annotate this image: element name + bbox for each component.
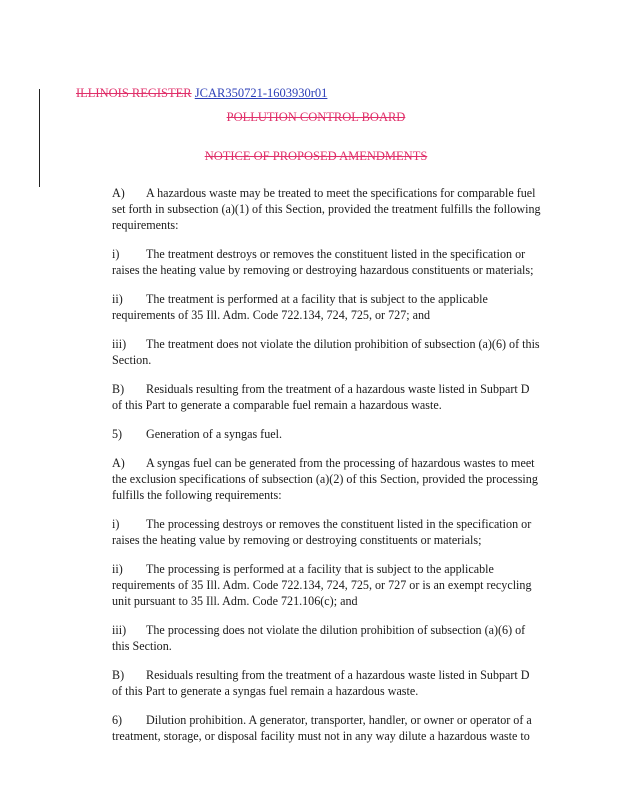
notice-heading [0,149,624,164]
paragraph [112,185,542,233]
paragraph [112,622,542,654]
paragraph-text: The treatment does not violate the dilution prohibition of subsection (a)(6) of this Section. [112,337,540,367]
paragraph-number: iii) [112,337,127,351]
paragraph [112,667,542,699]
paragraph-number: 5) [112,427,123,441]
paragraph [112,381,542,413]
paragraph-number: ii) [112,562,123,576]
paragraph-text: A hazardous waste may be treated to meet the specifications for comparable fuel set forth in subsection (a)(1) of this Section, provided the treatment fulfills the following requirements: [112,186,541,232]
paragraph-number: A) [112,456,125,470]
paragraph-number: A) [112,186,125,200]
paragraph-text: The treatment is performed at a facility that is subject to the applicable requirements of 35 Ill. Adm. Code 722.134, 724, 725, or 727; and [112,292,488,322]
paragraph-text: The processing does not violate the dilution prohibition of subsection (a)(6) of this Section. [112,623,526,653]
paragraph-number: i) [112,517,120,531]
revision-change-bar [39,89,40,187]
paragraph [112,455,542,503]
paragraph-text: A syngas fuel can be generated from the processing of hazardous wastes to meet the exclusion specifications of subsection (a)(2) of this Section, provided the processing fulfills the following requirements: [112,456,538,502]
paragraph-text: Dilution prohibition. A generator, transporter, handler, or owner or operator of a treatment, storage, or disposal facility must not in any way dilute a hazardous waste to [112,713,532,743]
paragraph-text: The processing is performed at a facility that is subject to the applicable requirements of 35 Ill. Adm. Code 722.134, 724, 725, or 727 or is an exempt recycling unit pursuant to 35 Ill. Adm. Code 721.106(c); and [112,562,532,608]
paragraph [112,516,542,548]
paragraph-number: ii) [112,292,123,306]
board-heading [0,110,624,125]
paragraph [112,246,542,278]
paragraph [112,336,542,368]
paragraph [112,712,542,744]
jcar-code-inserted: JCAR350721-1603930r01 [194,86,328,100]
board-title: POLLUTION CONTROL BOARD [226,110,406,124]
paragraph-text: Residuals resulting from the treatment of a hazardous waste listed in Subpart D of this Part to generate a comparable fuel remain a hazardous waste. [112,382,530,412]
paragraph-text: Residuals resulting from the treatment of a hazardous waste listed in Subpart D of this Part to generate a syngas fuel remain a hazardous waste. [112,668,530,698]
paragraph-number: B) [112,668,125,682]
paragraph [112,426,542,442]
paragraph-number: iii) [112,623,127,637]
register-header [76,86,327,101]
paragraph-number: i) [112,247,120,261]
paragraph-number: B) [112,382,125,396]
paragraph-number: 6) [112,713,123,727]
register-label-deleted: ILLINOIS REGISTER [76,86,192,100]
paragraph-text: The treatment destroys or removes the constituent listed in the specification or raises the heating value by removing or destroying hazardous constituents or materials; [112,247,534,277]
paragraph-text: Generation of a syngas fuel. [146,427,283,441]
notice-title: NOTICE OF PROPOSED AMENDMENTS [204,149,428,163]
paragraph [112,561,542,609]
paragraph-text: The processing destroys or removes the constituent listed in the specification or raises the heating value by removing or destroying constituents or materials; [112,517,532,547]
document-body [112,185,542,757]
paragraph [112,291,542,323]
